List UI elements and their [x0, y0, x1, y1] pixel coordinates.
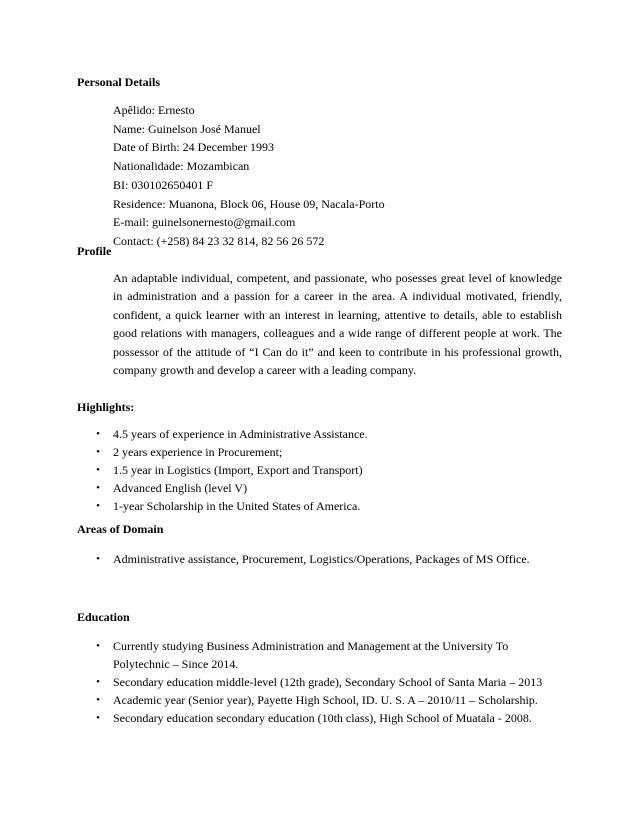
education-text: Secondary education middle-level (12th grade), Secondary School of Santa Maria – 2013: [113, 675, 543, 689]
list-item: [93, 443, 563, 461]
highlight-text: 1.5 year in Logistics (Import, Export and Transport): [113, 463, 363, 477]
profile-paragraph: An adaptable individual, competent, and passionate, who posesses great level of knowledge in administration and a passion for a career in the area. A individual motivated, friendly, confident, a quick learner with an interest in learning, attentive to details, able to establish good relations with managers, colleagues and a wide range of different people at work. The possessor of the attitude of “I Can do it” and keen to contribute in his professional growth, company growth and develop a career with a leading company.: [113, 271, 562, 378]
personal-details-block: [113, 101, 573, 251]
education-text: Secondary education secondary education (10th class), High School of Muatala - 2008.: [113, 711, 532, 725]
personal-details-heading: Personal Details: [77, 75, 160, 89]
list-item: [93, 550, 563, 568]
list-item: [93, 461, 563, 479]
bullet-icon: •: [96, 464, 100, 476]
name-line: Name: Guinelson José Manuel: [113, 121, 261, 136]
email-line: E-mail: guinelsonernesto@gmail.com: [113, 215, 296, 230]
bullet-icon: •: [96, 694, 100, 706]
bullet-icon: •: [96, 482, 100, 494]
list-item: [93, 497, 563, 515]
areas-of-domain-heading: Areas of Domain: [77, 522, 164, 536]
education-heading: Education: [77, 610, 130, 624]
bullet-icon: •: [96, 446, 100, 458]
domain-text: Administrative assistance, Procurement, Logistics/Operations, Packages of MS Office.: [113, 552, 530, 566]
contact-line: Contact: (+258) 84 23 32 814, 82 56 26 572: [113, 233, 325, 248]
list-item: [93, 673, 563, 691]
profile-heading: Profile: [77, 244, 112, 258]
id-number-line: BI: 030102650401 F: [113, 177, 214, 192]
areas-of-domain-list: [93, 550, 563, 568]
surname-line: Apêlido: Ernesto: [113, 103, 195, 117]
date-of-birth-line: Date of Birth: 24 December 1993: [113, 140, 274, 155]
education-list: [93, 637, 563, 727]
bullet-icon: •: [96, 500, 100, 512]
bullet-icon: •: [96, 712, 100, 724]
list-item: [93, 637, 563, 673]
education-text: Academic year (Senior year), Payette High School, ID. U. S. A – 2010/11 – Scholarship.: [113, 693, 538, 707]
education-text: Currently studying Business Administration and Management at the University To Polytechnic – Since 2014.: [113, 639, 509, 671]
highlight-text: 4.5 years of experience in Administrative Assistance.: [113, 427, 368, 441]
highlight-text: Advanced English (level V): [113, 481, 248, 495]
list-item: [93, 691, 563, 709]
highlights-heading: Highlights:: [77, 400, 135, 414]
residence-line: Residence: Muanona, Block 06, House 09, Nacala-Porto: [113, 196, 385, 211]
highlight-text: 2 years experience in Procurement;: [113, 445, 283, 459]
bullet-icon: •: [96, 553, 100, 565]
highlight-text: 1-year Scholarship in the United States of America.: [113, 499, 361, 513]
bullet-icon: •: [96, 640, 100, 652]
list-item: [93, 425, 563, 443]
bullet-icon: •: [96, 676, 100, 688]
nationality-line: Nationalidade: Mozambican: [113, 159, 250, 174]
list-item: [93, 479, 563, 497]
highlights-list: [93, 425, 563, 515]
list-item: [93, 709, 563, 727]
bullet-icon: •: [96, 428, 100, 440]
